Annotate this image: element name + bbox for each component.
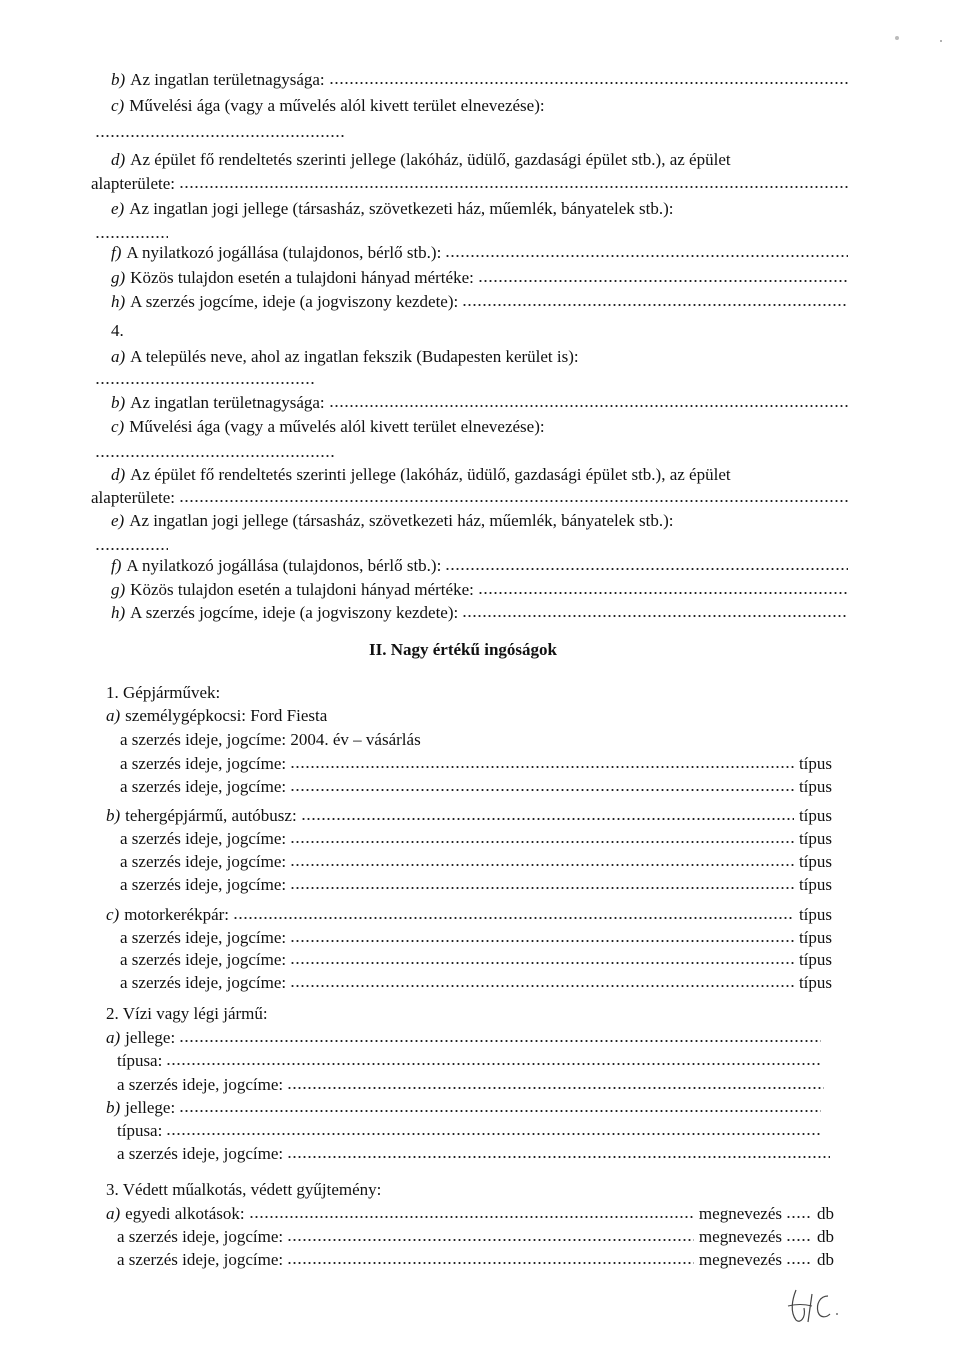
item-marker: c): [111, 96, 125, 115]
water-air-a-type: [117, 1047, 823, 1071]
field-floor-area: [91, 170, 851, 194]
field-label: a szerzés ideje, jogcíme:: [120, 852, 287, 871]
field-label: Az épület fő rendeltetés szerinti jellege (lakóház, üdülő, gazdasági épület stb.), az épület: [130, 150, 731, 169]
handwritten-initials: [782, 1284, 842, 1328]
car-acquisition: [120, 726, 520, 750]
field-label: a szerzés ideje, jogcíme:: [120, 754, 287, 773]
field-label: motorkerékpár:: [124, 905, 230, 924]
field-label: Művelési ága (vagy a művelés alól kivett terület elnevezése):: [129, 417, 545, 436]
vehicles-title: [106, 679, 406, 703]
field-acquisition-title: [111, 288, 851, 312]
field-label: jellege:: [125, 1098, 176, 1117]
fill-line: [233, 915, 794, 921]
field-label: a szerzés ideje, jogcíme:: [120, 777, 287, 796]
fill-line: [290, 862, 794, 868]
car-entry: [106, 702, 506, 726]
fill-line: [95, 133, 346, 139]
field-label: típusa:: [117, 1121, 163, 1140]
field-label: Az ingatlan jogi jellege (társasház, szövetkezeti ház, műemlék, bányatelek stb.):: [129, 199, 674, 218]
fill-line-cultivation-4: [91, 439, 337, 463]
fill-line: [249, 1214, 694, 1220]
field-label: a szerzés ideje, jogcíme:: [117, 1144, 284, 1163]
field-ownership-share-4: [111, 576, 851, 600]
fill-line: [329, 403, 848, 409]
fill-line: [179, 498, 848, 504]
pieces-label: db: [817, 1227, 834, 1246]
field-label: Közös tulajdon esetén a tulajdoni hányad mértéke:: [130, 580, 474, 599]
fill-line: [287, 1154, 830, 1160]
fill-line: [290, 764, 794, 770]
section-heading: II. Nagy értékű ingóságok: [369, 640, 557, 659]
truck-acquisition-row: [120, 871, 832, 895]
fill-line: [287, 1237, 694, 1243]
item-marker: e): [111, 199, 125, 218]
fill-line: [290, 787, 794, 793]
field-acquisition-title-4: [111, 599, 851, 623]
field-label: alapterülete:: [91, 488, 176, 507]
type-label: típus: [798, 973, 832, 992]
fill-line: [95, 453, 334, 459]
field-label: típusa:: [117, 1051, 163, 1070]
water-air-b-type: [117, 1117, 823, 1141]
item-marker: b): [106, 806, 121, 825]
item-marker: d): [111, 150, 126, 169]
field-label: A szerzés jogcíme, ideje (a jogviszony kezdete):: [130, 603, 459, 622]
fill-line: [290, 960, 794, 966]
field-label: a szerzés ideje, jogcíme:: [120, 928, 287, 947]
field-legal-character-4: [111, 507, 851, 531]
motorcycle-acquisition-row: [120, 924, 832, 948]
field-label: Az épület fő rendeltetés szerinti jellege (lakóház, üdülő, gazdasági épület stb.), az épület: [130, 465, 731, 484]
art-title: [106, 1176, 506, 1200]
field-label: A szerzés jogcíme, ideje (a jogviszony kezdete):: [130, 292, 459, 311]
type-label: típus: [798, 852, 832, 871]
fill-line: [445, 566, 848, 572]
water-air-b-acquisition: [117, 1140, 833, 1164]
fill-line: [290, 839, 794, 845]
field-label: a szerzés ideje, jogcíme:: [117, 1075, 284, 1094]
car-acquisition-row: [120, 773, 832, 797]
item-marker: b): [106, 1098, 121, 1117]
field-label: Közös tulajdon esetén a tulajdoni hányad mértéke:: [130, 268, 474, 287]
fill-line: [462, 302, 848, 308]
item-marker: g): [111, 580, 126, 599]
motorcycle-entry: [106, 901, 832, 925]
fill-line-cultivation: [91, 119, 349, 143]
truck-entry: [106, 802, 832, 826]
truck-acquisition-row: [120, 825, 832, 849]
item-marker: a): [111, 347, 126, 366]
field-ownership-share: [111, 264, 851, 288]
item-marker: c): [106, 905, 120, 924]
water-air-a-acquisition: [117, 1071, 827, 1095]
fill-line: [287, 1085, 824, 1091]
fill-line: [786, 1214, 812, 1220]
field-label: A nyilatkozó jogállása (tulajdonos, bérlő stb.):: [126, 243, 442, 262]
car-acquisition-row: [120, 750, 832, 774]
fill-line-settlement: [91, 366, 317, 390]
art-acquisition-row: [117, 1246, 834, 1270]
field-label: a szerzés ideje, jogcíme:: [120, 950, 287, 969]
type-label: típus: [798, 754, 832, 773]
fill-line: [462, 613, 848, 619]
item-marker: h): [111, 292, 126, 311]
field-building-type-4: [111, 461, 851, 485]
field-legal-character: [111, 195, 851, 219]
fill-line: [95, 380, 314, 386]
field-area-size-4: [111, 389, 851, 413]
motorcycle-acquisition-row: [120, 969, 832, 993]
field-label: Az ingatlan jogi jellege (társasház, szövetkezeti ház, műemlék, bányatelek stb.):: [129, 511, 674, 530]
fill-line: [287, 1260, 694, 1266]
field-label: a szerzés ideje, jogcíme:: [120, 875, 287, 894]
motorcycle-acquisition-row: [120, 946, 832, 970]
field-label: Az ingatlan területnagysága:: [130, 70, 325, 89]
field-label: jellege:: [125, 1028, 176, 1047]
field-label: a szerzés ideje, jogcíme:: [117, 1227, 284, 1246]
subsection-label: 3. Védett műalkotás, védett gyűjtemény:: [106, 1180, 382, 1199]
scan-speck: [940, 40, 942, 42]
item-marker: f): [111, 243, 122, 262]
field-value: személygépkocsi: Ford Fiesta: [125, 706, 328, 725]
item-marker: d): [111, 465, 126, 484]
type-label: típus: [798, 875, 832, 894]
type-label: típus: [798, 777, 832, 796]
fill-line: [478, 590, 848, 596]
art-entry: [106, 1200, 834, 1224]
fill-line: [166, 1131, 820, 1137]
water-air-title: [106, 1000, 406, 1024]
water-air-b-character: [106, 1094, 824, 1118]
fill-line: [290, 938, 794, 944]
item-marker: a): [106, 1028, 121, 1047]
section-label: 4.: [111, 321, 124, 340]
type-label: típus: [798, 928, 832, 947]
field-settlement: [111, 343, 851, 367]
field-declarant-status-4: [111, 552, 851, 576]
item-marker: c): [111, 417, 125, 436]
item-marker: f): [111, 556, 122, 575]
fill-line: [166, 1061, 820, 1067]
fill-line: [329, 80, 848, 86]
pieces-label: db: [817, 1204, 834, 1223]
item-marker: b): [111, 393, 126, 412]
scan-speck: [895, 36, 899, 40]
fill-line: [301, 816, 794, 822]
fill-line: [445, 253, 848, 259]
fill-line: [179, 1038, 821, 1044]
field-label: Az ingatlan területnagysága:: [130, 393, 325, 412]
item-marker: a): [106, 1204, 121, 1223]
field-area-size: [111, 66, 851, 90]
art-acquisition-row: [117, 1223, 834, 1247]
field-label: a szerzés ideje, jogcíme:: [120, 973, 287, 992]
name-label: megnevezés: [698, 1227, 782, 1246]
field-declarant-status: [111, 239, 851, 263]
type-label: típus: [798, 950, 832, 969]
field-label: egyedi alkotások:: [125, 1204, 245, 1223]
fill-line: [290, 885, 794, 891]
subsection-label: 2. Vízi vagy légi jármű:: [106, 1004, 268, 1023]
field-label: A nyilatkozó jogállása (tulajdonos, bérlő stb.):: [126, 556, 442, 575]
fill-line: [290, 983, 794, 989]
section-number: [111, 317, 211, 341]
type-label: típus: [798, 806, 832, 825]
field-cultivation-4: [111, 413, 851, 437]
field-cultivation: [111, 92, 851, 116]
name-label: megnevezés: [698, 1250, 782, 1269]
field-value: a szerzés ideje, jogcíme: 2004. év – vásárlás: [120, 730, 421, 749]
fill-line: [179, 1108, 821, 1114]
field-label: A település neve, ahol az ingatlan fekszik (Budapesten kerület is):: [130, 347, 579, 366]
fill-line: [478, 278, 848, 284]
field-building-type: [111, 146, 851, 170]
type-label: típus: [798, 905, 832, 924]
truck-acquisition-row: [120, 848, 832, 872]
field-label: a szerzés ideje, jogcíme:: [117, 1250, 284, 1269]
item-marker: e): [111, 511, 125, 530]
item-marker: g): [111, 268, 126, 287]
field-label: a szerzés ideje, jogcíme:: [120, 829, 287, 848]
fill-line: [786, 1237, 812, 1243]
item-marker: b): [111, 70, 126, 89]
pieces-label: db: [817, 1250, 834, 1269]
name-label: megnevezés: [698, 1204, 782, 1223]
subsection-label: 1. Gépjárművek:: [106, 683, 221, 702]
item-marker: a): [106, 706, 121, 725]
field-label: Művelési ága (vagy a művelés alól kivett terület elnevezése):: [129, 96, 545, 115]
fill-line: [786, 1260, 812, 1266]
type-label: típus: [798, 829, 832, 848]
field-label: tehergépjármű, autóbusz:: [125, 806, 297, 825]
item-marker: h): [111, 603, 126, 622]
field-floor-area-4: [91, 484, 851, 508]
fill-line: [179, 184, 848, 190]
field-label: alapterülete:: [91, 174, 176, 193]
water-air-a-character: [106, 1024, 824, 1048]
